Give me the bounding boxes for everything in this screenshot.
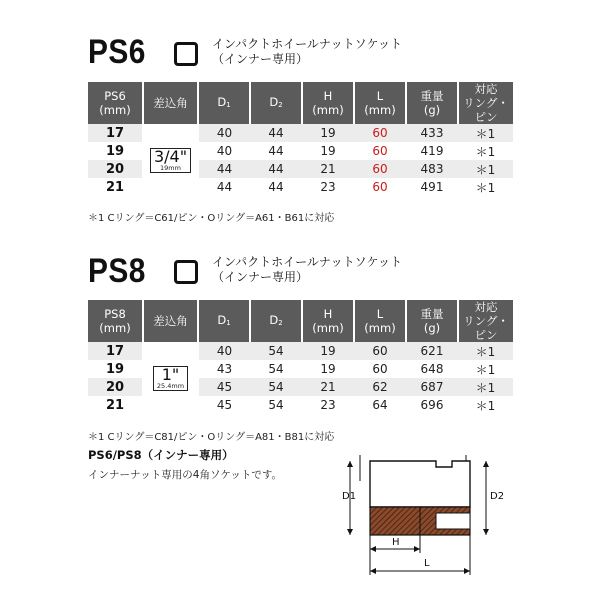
- header-ring-pin: 対応 リング・ピン: [458, 300, 513, 342]
- cell-d1: 40: [198, 124, 250, 142]
- cell-weight: 621: [406, 342, 458, 360]
- cell-d1: 43: [216, 362, 233, 376]
- model-title-ps8: PS8: [88, 252, 146, 290]
- cell-ring: ＊1: [475, 398, 496, 413]
- header-ring-pin: 対応 リング・ピン: [458, 82, 513, 124]
- product-description-ps8: [212, 255, 402, 285]
- product-description-ps6: [212, 37, 402, 67]
- cell-ring: ＊1: [475, 180, 496, 195]
- cell-d1: 44: [198, 160, 250, 178]
- header-d1: D1: [198, 82, 250, 124]
- cell-size: 19: [105, 361, 125, 377]
- cell-h: 19: [302, 124, 354, 142]
- cell-l: 60: [372, 362, 388, 376]
- square-drive-icon: [174, 260, 198, 284]
- cell-size: 19: [105, 143, 125, 159]
- cell-l: 60: [354, 124, 406, 142]
- header-drive: 差込角: [143, 300, 198, 342]
- header-h: H (mm): [302, 82, 354, 124]
- header-drive: 差込角: [143, 82, 198, 124]
- cell-d2: 54: [250, 378, 302, 396]
- drive-sub: 19mm: [160, 163, 181, 172]
- description-line2: （インナー専用）: [212, 52, 309, 66]
- cell-weight: 648: [420, 362, 444, 376]
- cell-ring: ＊1: [475, 362, 496, 377]
- cell-d1: 40: [198, 342, 250, 360]
- drive-main: 3/4": [153, 146, 188, 166]
- model-title-ps6: PS6: [88, 33, 146, 71]
- description-line1: インパクトホイールナットソケット: [212, 37, 402, 51]
- header-l: L (mm): [354, 82, 406, 124]
- cell-weight: 419: [420, 144, 444, 158]
- table-header-row: [88, 300, 513, 342]
- table-row: [88, 124, 513, 142]
- cell-size: 20: [88, 160, 143, 178]
- drive-main: 1": [161, 364, 180, 384]
- cell-drive: [143, 124, 198, 196]
- square-drive-icon: [174, 42, 198, 66]
- cell-d1: 40: [216, 144, 233, 158]
- ps8-title-row: [88, 252, 154, 291]
- d1-label: D1: [342, 491, 357, 502]
- cell-h: 19: [302, 342, 354, 360]
- cell-weight: 433: [406, 124, 458, 142]
- drive-sub: 25.4mm: [156, 381, 185, 390]
- cell-size: 17: [88, 342, 143, 360]
- cell-d2: 44: [268, 180, 284, 194]
- h-label: H: [392, 537, 400, 548]
- drive-size-box: [153, 366, 188, 391]
- socket-cross-section-diagram: [340, 453, 520, 588]
- cell-l: 60: [372, 180, 388, 194]
- cell-weight: 696: [420, 398, 444, 412]
- header-size: PS6 (mm): [88, 82, 143, 124]
- table-row: [88, 342, 513, 360]
- ps6-title-row: [88, 33, 154, 72]
- cell-l: 64: [372, 398, 388, 412]
- spec-table-ps6: [88, 82, 513, 196]
- cell-ring: ＊1: [458, 124, 513, 142]
- header-size: PS8 (mm): [88, 300, 143, 342]
- socket-body-outline: [370, 461, 470, 507]
- cell-size: 17: [88, 124, 143, 142]
- cell-size: 21: [105, 179, 125, 195]
- cell-d1: 44: [216, 180, 233, 194]
- cell-weight: 687: [406, 378, 458, 396]
- header-d1: D1: [198, 300, 250, 342]
- footer-title: PS6/PS8（インナー専用）: [88, 448, 234, 462]
- l-label: L: [424, 558, 430, 569]
- description-line2: （インナー専用）: [212, 270, 309, 284]
- cell-ring: ＊1: [458, 378, 513, 396]
- header-d2: D2: [250, 300, 302, 342]
- d2-label: D2: [490, 491, 505, 502]
- cell-l: 60: [372, 144, 388, 158]
- cell-h: 21: [302, 160, 354, 178]
- header-h: H (mm): [302, 300, 354, 342]
- cell-ring: ＊1: [475, 144, 496, 159]
- cell-size: 20: [88, 378, 143, 396]
- header-weight: 重量 (g): [406, 82, 458, 124]
- cell-l: 60: [354, 160, 406, 178]
- cell-h: 23: [320, 398, 336, 412]
- cell-d2: 54: [268, 398, 284, 412]
- cell-d2: 44: [250, 124, 302, 142]
- cell-l: 60: [354, 342, 406, 360]
- cell-drive: [143, 342, 198, 414]
- cell-weight: 491: [420, 180, 444, 194]
- header-weight: 重量 (g): [406, 300, 458, 342]
- description-line1: インパクトホイールナットソケット: [212, 255, 402, 269]
- cell-d2: 44: [268, 144, 284, 158]
- cell-d2: 54: [268, 362, 284, 376]
- cell-h: 19: [320, 144, 336, 158]
- footer-description: インナーナット専用の4角ソケットです。: [88, 469, 282, 481]
- cell-h: 19: [320, 362, 336, 376]
- cell-d2: 44: [250, 160, 302, 178]
- cell-ring: ＊1: [458, 342, 513, 360]
- cell-weight: 483: [406, 160, 458, 178]
- cell-size: 21: [105, 397, 125, 413]
- drive-size-box: [150, 148, 191, 173]
- table-header-row: [88, 82, 513, 124]
- cell-ring: ＊1: [458, 160, 513, 178]
- cell-h: 21: [302, 378, 354, 396]
- spec-table-ps8: [88, 300, 513, 414]
- footnote-ps8: ＊1 Cリング＝C81/ピン・Oリング＝A81・B81に対応: [88, 432, 335, 443]
- ring-groove: [436, 513, 470, 529]
- cell-d2: 54: [250, 342, 302, 360]
- cell-l: 62: [354, 378, 406, 396]
- footnote-ps6: ＊1 Cリング＝C61/ピン・Oリング＝A61・B61に対応: [88, 213, 335, 224]
- header-d2: D2: [250, 82, 302, 124]
- header-l: L (mm): [354, 300, 406, 342]
- cell-h: 23: [320, 180, 336, 194]
- cell-d1: 45: [198, 378, 250, 396]
- cell-d1: 45: [216, 398, 233, 412]
